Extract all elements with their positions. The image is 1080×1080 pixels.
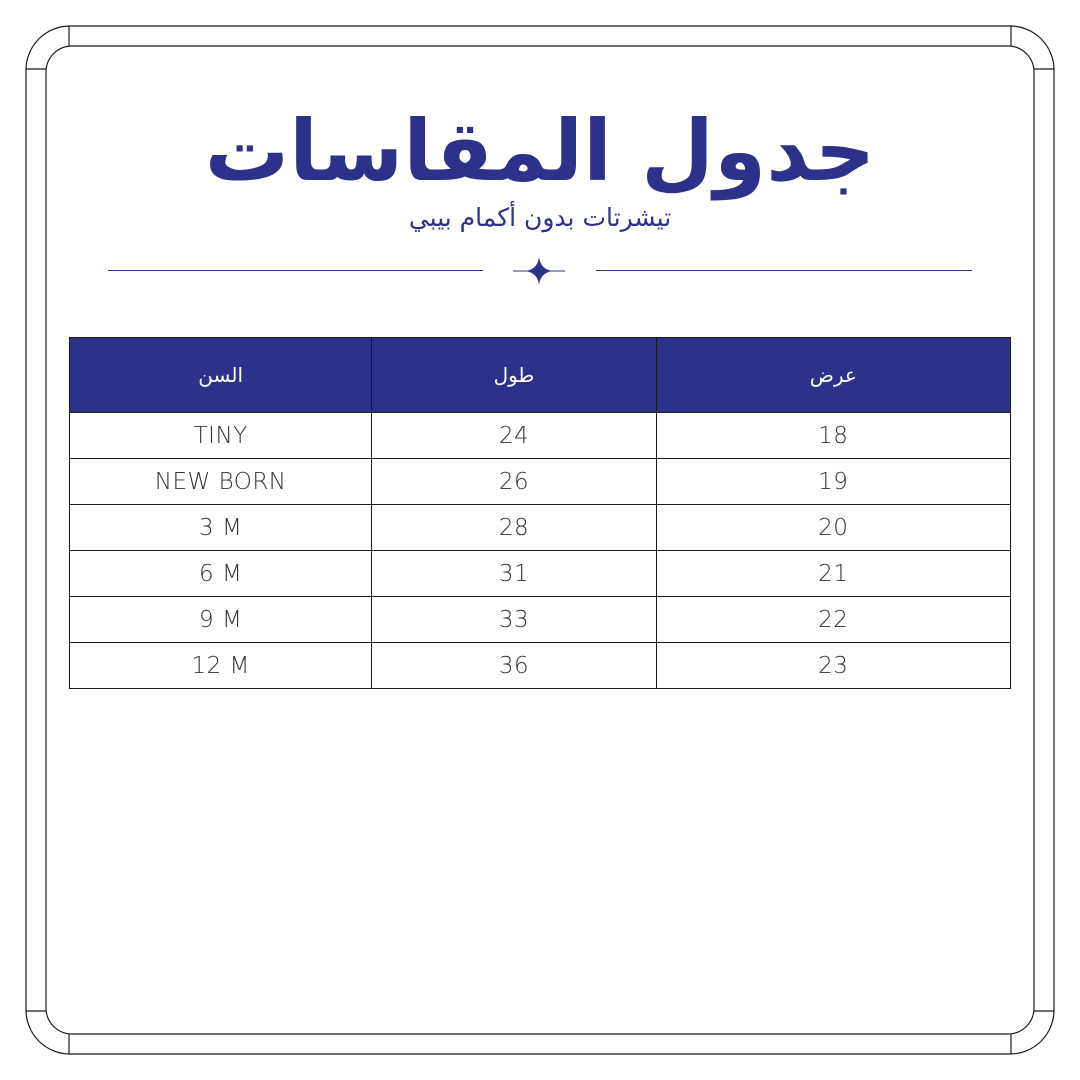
cell-length: 26 [372,459,656,505]
cell-age: TINY [70,413,372,459]
table-row [70,505,1011,551]
divider-line-left [108,270,483,271]
cell-age: 3 M [70,505,372,551]
table-row [70,643,1011,689]
cell-age: 6 M [70,551,372,597]
cell-width: 19 [656,459,1010,505]
cell-age: NEW BORN [70,459,372,505]
cell-length: 24 [372,413,656,459]
table-row [70,551,1011,597]
table-row [70,459,1011,505]
cell-length: 36 [372,643,656,689]
page-subtitle: تيشرتات بدون أكمام بيبي [408,203,672,232]
four-point-star-icon [513,251,565,291]
divider-line-right [596,270,972,271]
table-header-row [70,338,1011,413]
cell-width: 23 [656,643,1010,689]
header-length: طول [372,338,656,413]
cell-age: 9 M [70,597,372,643]
cell-width: 18 [656,413,1010,459]
page-title: جدول المقاسات [204,102,876,200]
header-width: عرض [656,338,1010,413]
cell-length: 31 [372,551,656,597]
cell-length: 33 [372,597,656,643]
size-chart-table [69,337,1011,689]
cell-length: 28 [372,505,656,551]
cell-width: 21 [656,551,1010,597]
cell-width: 22 [656,597,1010,643]
table-row [70,597,1011,643]
table-row [70,413,1011,459]
header-age: السن [70,338,372,413]
cell-width: 20 [656,505,1010,551]
cell-age: 12 M [70,643,372,689]
